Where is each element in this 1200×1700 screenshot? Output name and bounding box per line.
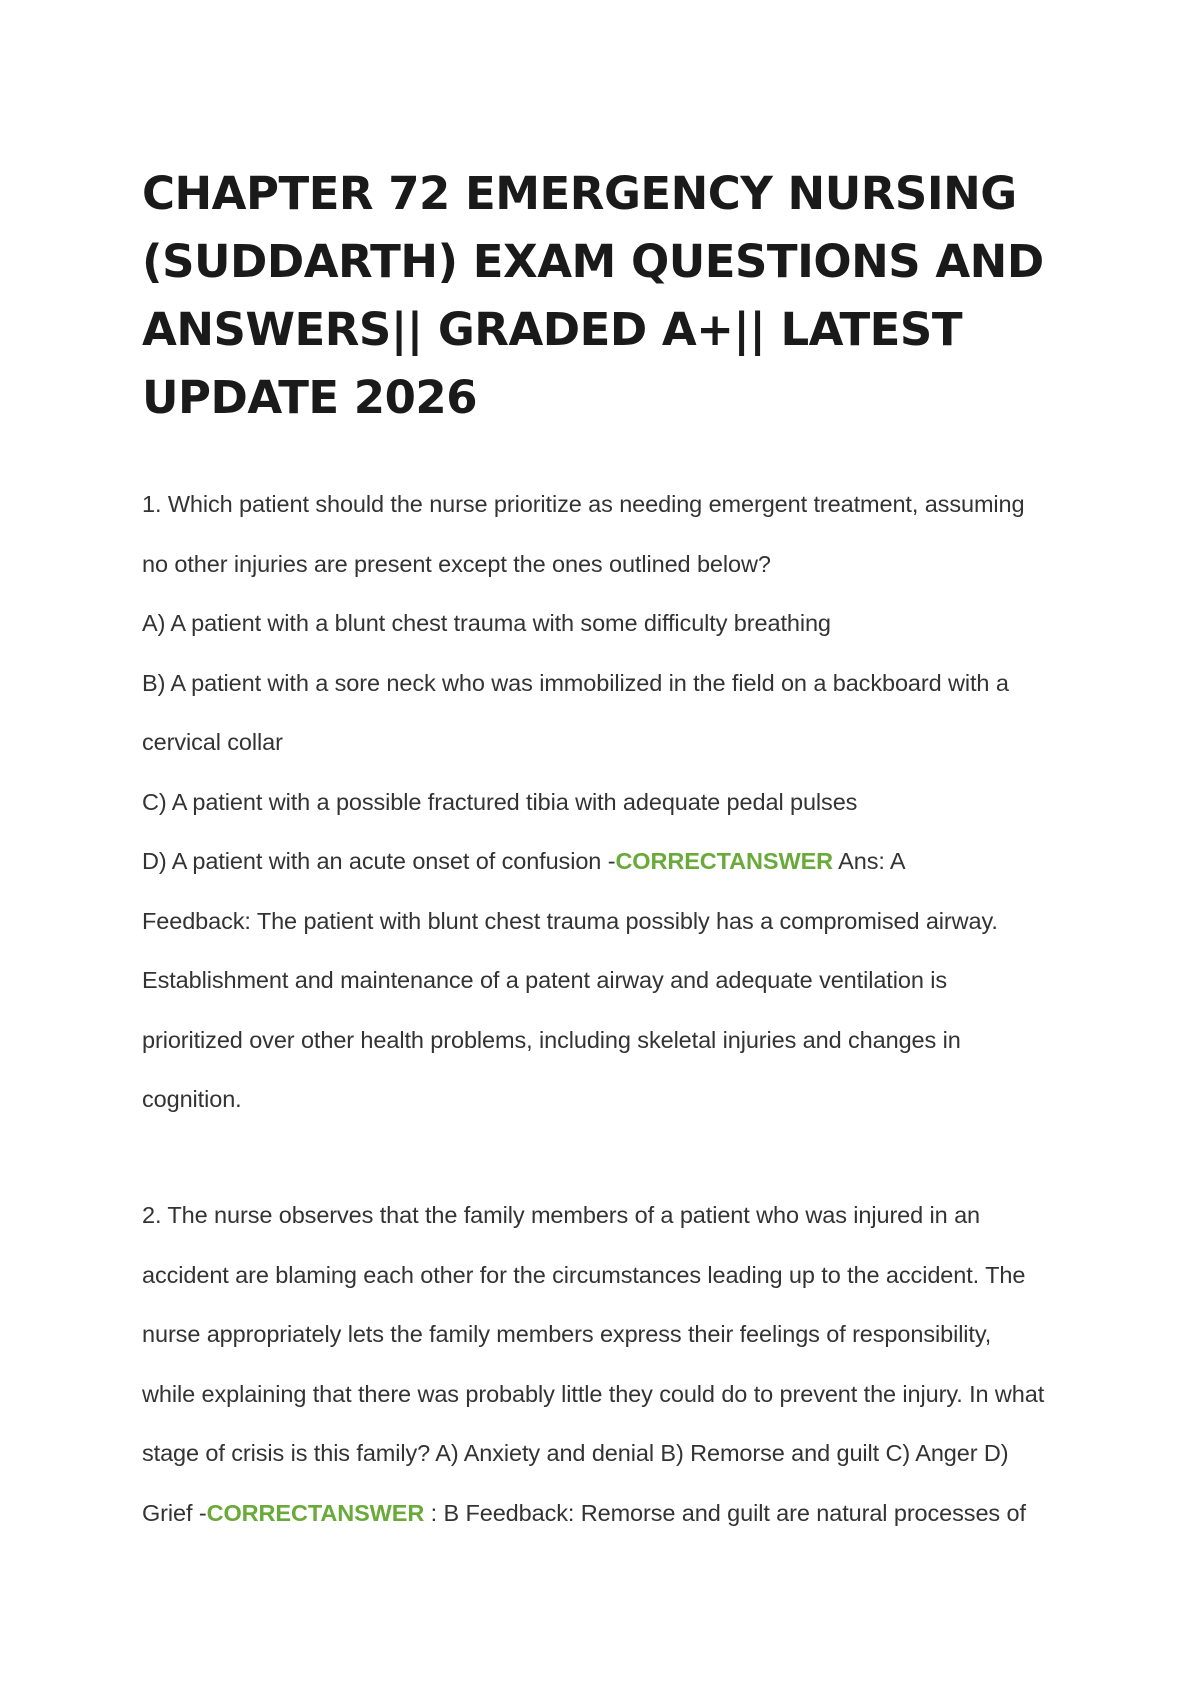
feedback-line: Feedback: The patient with blunt chest trauma possibly has a compromised airway. xyxy=(142,907,998,934)
option-d-text: D) A patient with an acute onset of confusion - xyxy=(142,848,616,874)
option-c: C) A patient with a possible fractured tibia with adequate pedal pulses xyxy=(142,788,858,815)
question-text-line: while explaining that there was probably little they could do to prevent the injury. In what xyxy=(142,1380,1045,1407)
correct-answer-label: CORRECTANSWER xyxy=(615,848,834,874)
answer-prefix: Grief - xyxy=(142,1499,207,1526)
feedback-line: Establishment and maintenance of a patent airway and adequate ventilation is xyxy=(142,967,947,993)
question-text-line: stage of crisis is this family? A) Anxiety and denial B) Remorse and guilt C) Anger D) xyxy=(142,1440,1009,1466)
question-text-line: 2. The nurse observes that the family members of a patient who was injured in an xyxy=(142,1202,981,1228)
answer-value: Ans: A xyxy=(833,848,906,874)
option-d-answer-line xyxy=(142,841,1082,901)
correct-answer-label: CORRECTANSWER xyxy=(206,1499,425,1526)
feedback-line: cognition. xyxy=(142,1086,242,1112)
answer-line xyxy=(142,1493,1082,1553)
answer-feedback: : B Feedback: Remorse and guilt are natural processes of xyxy=(424,1499,1026,1526)
title-line: UPDATE 2026 xyxy=(142,371,478,424)
title-line: ANSWERS|| GRADED A+|| LATEST xyxy=(142,303,963,356)
question-2 xyxy=(142,1195,1082,1552)
option-b-continued: cervical collar xyxy=(142,729,283,755)
question-1 xyxy=(142,484,1082,1139)
feedback-line: prioritized over other health problems, including skeletal injuries and changes in xyxy=(142,1026,961,1053)
title-line: CHAPTER 72 EMERGENCY NURSING xyxy=(142,167,1017,220)
option-a: A) A patient with a blunt chest trauma with some difficulty breathing xyxy=(142,610,831,636)
title-line: (SUDDARTH) EXAM QUESTIONS AND xyxy=(142,235,1044,288)
option-b: B) A patient with a sore neck who was immobilized in the field on a backboard with a xyxy=(142,669,1009,696)
question-text-line: no other injuries are present except the ones outlined below? xyxy=(142,550,771,577)
question-text-line: accident are blaming each other for the circumstances leading up to the accident. The xyxy=(142,1261,1026,1288)
question-text-line: 1. Which patient should the nurse prioritize as needing emergent treatment, assuming xyxy=(142,491,1025,517)
document-title xyxy=(142,160,1042,432)
question-text-line: nurse appropriately lets the family members express their feelings of responsibility, xyxy=(142,1321,992,1347)
